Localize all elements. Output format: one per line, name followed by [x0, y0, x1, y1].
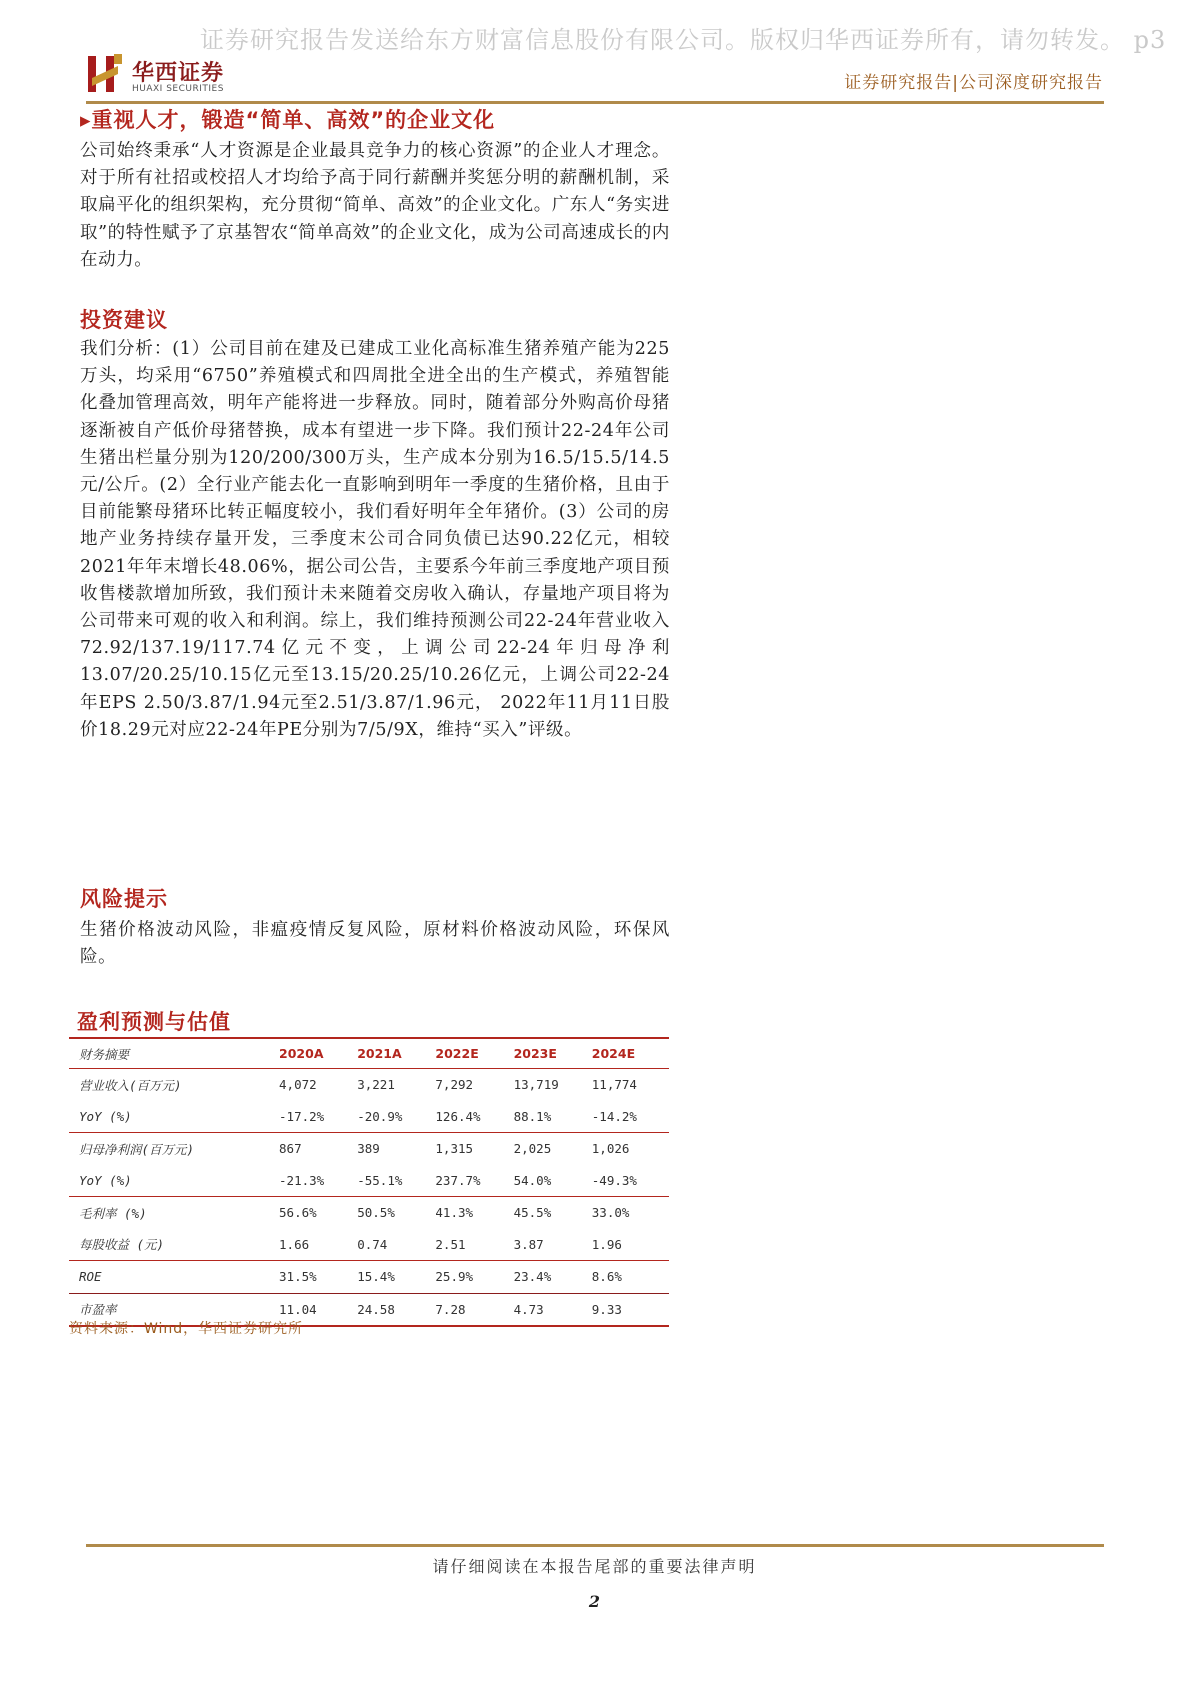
table-cell: 7.28 — [434, 1293, 512, 1326]
table-header-cell: 2024E — [591, 1046, 636, 1061]
table-cell: 每股收益 (元) — [79, 1237, 165, 1253]
table-cell: -55.1% — [357, 1172, 403, 1188]
table-cell: 50.5% — [356, 1197, 434, 1229]
table-cell: 56.6% — [278, 1197, 356, 1229]
table-cell: 237.7% — [435, 1172, 481, 1188]
table-cell: 市盈率 — [69, 1293, 278, 1326]
table-cell: 54.0% — [513, 1172, 552, 1188]
table-cell: 88.1% — [513, 1108, 552, 1124]
logo-name-en: HUAXI SECURITIES — [132, 84, 224, 94]
table-cell: 126.4% — [435, 1108, 481, 1124]
table-cell: -20.9% — [357, 1108, 403, 1124]
section-culture — [80, 104, 670, 274]
table-cell: 25.9% — [434, 1261, 512, 1294]
table-cell: 9.33 — [591, 1293, 669, 1326]
table-row — [69, 1165, 669, 1197]
table-cell: 31.5% — [278, 1261, 356, 1294]
paragraph-advice: 我们分析：(1）公司目前在建及已建成工业化高标准生猪养殖产能为225万头，均采用“6750”养殖模式和四周批全进全出的生产模式，养殖智能化叠加管理高效，明年产能将进一步释放。同时，随着部分外购高价母猪逐渐被自产低价母猪替换，成本有望进一步下降。我们预计22-24年公司生猪出栏量分别为120/200/300万头，生产成本分别为16.5/15.5/14.5元/公斤。(2）全行业产能去化一直影响到明年一季度的生猪价格，且由于目前能繁母猪环比转正幅度较小，我们看好明年全年猪价。(3）公司的房地产业务持续存量开发，三季度末公司合同负债已达90.22亿元，相较2021年年末增长48.06%，据公司公告，主要系今年前三季度地产项目预收售楼款增加所致，我们预计未来随着交房收入确认，存量地产项目将为公司带来可观的收入和利润。综上，我们维持预测公司22-24年营业收入72.92/137.19/117.74亿元不变，上调公司22-24年归母净利13.07/20.25/10.15亿元至13.15/20.25/10.26亿元，上调公司22-24年EPS 2.50/3.87/1.94元至2.51/3.87/1.96元， 2022年11月11日股价18.29元对应22-24年PE分别为7/5/9X，维持“买入”评级。 — [80, 339, 670, 740]
huaxi-logo-icon — [86, 52, 124, 96]
legal-notice: 请仔细阅读在本报告尾部的重要法律声明 — [432, 1557, 757, 1576]
section-advice — [80, 304, 670, 744]
page-number: 2 — [588, 1592, 601, 1611]
watermark: 证券研究报告发送给东方财富信息股份有限公司。版权归华西证券所有，请勿转发。 p3 — [200, 26, 1167, 54]
table-row — [69, 1229, 669, 1261]
footer-divider — [86, 1544, 1104, 1547]
section-risk — [80, 883, 670, 971]
table-cell: YoY (%) — [79, 1108, 132, 1124]
table-cell: 45.5% — [513, 1197, 591, 1229]
table-cell: 8.6% — [591, 1261, 669, 1294]
table-cell: 867 — [278, 1133, 356, 1165]
table-cell: 2.51 — [435, 1236, 466, 1252]
table-cell: -14.2% — [591, 1108, 637, 1124]
table-row — [69, 1133, 669, 1165]
table-cell: -49.3% — [591, 1172, 637, 1188]
table-cell: YoY (%) — [79, 1172, 132, 1188]
table-header-row — [69, 1038, 669, 1069]
table-row — [69, 1197, 669, 1229]
table-row — [69, 1069, 669, 1101]
table-cell: 4,072 — [278, 1069, 356, 1101]
table-cell: -17.2% — [279, 1108, 325, 1124]
table-cell: 1,026 — [591, 1133, 669, 1165]
table-cell: 23.4% — [513, 1261, 591, 1294]
table-title: 盈利预测与估值 — [77, 1010, 231, 1034]
table-cell: 3.87 — [513, 1236, 544, 1252]
table-cell: 7,292 — [434, 1069, 512, 1101]
table-cell: 33.0% — [591, 1197, 669, 1229]
table-header-cell: 2020A — [279, 1046, 324, 1061]
table-cell: 1.66 — [279, 1236, 310, 1252]
table-cell: 11.04 — [278, 1293, 356, 1326]
paragraph-risk: 生猪价格波动风险，非瘟疫情反复风险，原材料价格波动风险，环保风险。 — [80, 920, 670, 968]
logo-name-cn: 华西证券 — [132, 61, 225, 86]
table-cell: 毛利率 (%) — [69, 1197, 278, 1229]
section-title-risk: 风险提示 — [80, 887, 168, 911]
table-cell: 1.96 — [591, 1236, 622, 1252]
paragraph-culture: 公司始终秉承“人才资源是企业最具竞争力的核心资源”的企业人才理念。对于所有社招或校招人才均给予高于同行薪酬并奖惩分明的薪酬机制，采取扁平化的组织架构，充分贯彻“简单、高效”的企业文化。广东人“务实进取”的特性赋予了京基智农“简单高效”的企业文化，成为公司高速成长的内在动力。 — [80, 141, 670, 270]
table-source: 资料来源：Wind，华西证券研究所 — [69, 1321, 304, 1337]
table-cell: ROE — [69, 1261, 278, 1294]
table-row — [69, 1261, 669, 1294]
table-row — [69, 1101, 669, 1133]
report-type: 证券研究报告|公司深度研究报告 — [844, 73, 1103, 93]
table-cell: 41.3% — [434, 1197, 512, 1229]
section-title-culture: ▸重视人才，锻造“简单、高效”的企业文化 — [80, 108, 496, 132]
table-header-cell: 2021A — [357, 1046, 402, 1061]
table-cell: 1,315 — [434, 1133, 512, 1165]
table-cell: 11,774 — [591, 1069, 669, 1101]
table-cell: 0.74 — [357, 1236, 388, 1252]
table-cell: 归母净利润(百万元) — [69, 1133, 278, 1165]
section-title-advice: 投资建议 — [80, 308, 168, 332]
table-cell: 营业收入(百万元) — [69, 1069, 278, 1101]
table-cell: 15.4% — [356, 1261, 434, 1294]
financial-forecast-table — [69, 1037, 669, 1327]
table-cell: 3,221 — [356, 1069, 434, 1101]
table-cell: 4.73 — [513, 1293, 591, 1326]
table-header-cell: 2022E — [435, 1046, 479, 1061]
table-header-cell: 财务摘要 — [79, 1046, 130, 1062]
table-cell: 13,719 — [513, 1069, 591, 1101]
company-logo — [86, 52, 266, 100]
table-cell: 2,025 — [513, 1133, 591, 1165]
table-cell: 389 — [356, 1133, 434, 1165]
table-header-cell: 2023E — [513, 1046, 557, 1061]
table-cell: -21.3% — [279, 1172, 325, 1188]
table-cell: 24.58 — [356, 1293, 434, 1326]
